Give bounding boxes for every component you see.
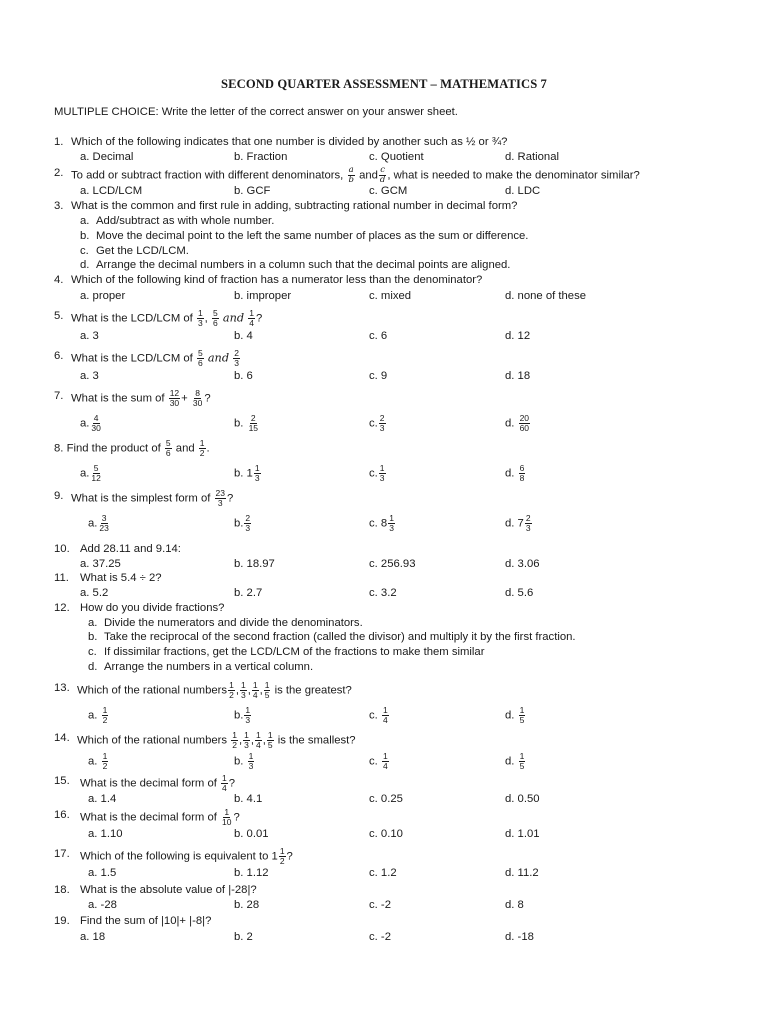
- choice-text: Divide the numerators and divide the denominators.: [104, 617, 363, 629]
- option-letter: a.: [88, 517, 98, 530]
- question-number: 10.: [54, 543, 70, 555]
- option-d: d. 0.50: [505, 793, 540, 805]
- question-number: 5.: [54, 310, 64, 322]
- option-b: [234, 706, 252, 725]
- numerator: 1: [224, 807, 230, 817]
- denominator: 4: [222, 783, 227, 793]
- denominator: b: [348, 175, 354, 185]
- option-c: c. -2: [369, 931, 391, 943]
- option-c: [369, 514, 396, 533]
- option-c: c. 256.93: [369, 558, 416, 570]
- denominator: 2: [102, 761, 108, 771]
- numerator: 1: [244, 730, 249, 740]
- option-a: a. 37.25: [80, 558, 121, 570]
- option-c: c. 6: [369, 330, 388, 342]
- numerator: 1: [389, 513, 394, 523]
- question-text: [71, 166, 640, 185]
- fraction-one-fifth: [519, 706, 526, 725]
- option-letter: c.: [369, 755, 378, 768]
- denominator: 2: [279, 856, 285, 866]
- option-a: a. proper: [80, 290, 126, 302]
- numerator: 5: [165, 438, 171, 448]
- question-number: 15.: [54, 775, 70, 787]
- option-letter: d.: [505, 709, 515, 722]
- question-text: What is the sum of $\frac{12}{30}$ + $\frac{8}{30}$ ?: [71, 388, 211, 408]
- fraction-one-half: [102, 706, 109, 725]
- denominator: 3: [245, 523, 251, 533]
- choice-letter: c.: [80, 245, 89, 257]
- option-letter: b.: [234, 517, 244, 530]
- denominator: 4: [382, 715, 388, 725]
- option-letter: d.: [505, 755, 515, 768]
- option-b: [234, 414, 260, 433]
- option-d: d. 18: [505, 370, 531, 382]
- numerator: 2: [525, 513, 531, 523]
- choice-b: [88, 630, 576, 645]
- numerator: a: [348, 165, 354, 175]
- question-text: What is 5.4 ÷ 2?: [80, 572, 162, 584]
- fraction-one-third: [243, 731, 250, 750]
- fraction-five-sixths: [197, 349, 204, 368]
- denominator: 4: [252, 690, 258, 700]
- option-c: c. 0.25: [369, 793, 403, 805]
- option-letter: b. 1: [234, 467, 253, 480]
- option-letter: b.: [234, 417, 244, 430]
- option-b: b. 2: [234, 931, 253, 943]
- option-a: [88, 514, 111, 533]
- choice-a: [80, 214, 274, 229]
- question-text: Which of the rational numbers $\frac{1}{2}$ , $\frac{1}{3}$ , $\frac{1}{4}$ , $\frac{1}{5}$ is the smallest?: [77, 730, 356, 750]
- denominator: 3: [254, 473, 260, 483]
- numerator: 5: [93, 463, 99, 473]
- option-d: d. LDC: [505, 185, 541, 197]
- question-text: What is the decimal form of $\frac{1}{10}$ ?: [80, 807, 240, 827]
- numerator: 1: [249, 308, 254, 318]
- option-b: [234, 464, 262, 483]
- option-a: [80, 414, 103, 433]
- option-d: d. 12: [505, 330, 531, 342]
- fraction-one-half: [199, 439, 206, 458]
- choice-letter: a.: [80, 215, 90, 227]
- option-a: a. 3: [80, 330, 99, 342]
- fraction-one-fourth: [221, 774, 228, 793]
- fraction-one-third: [244, 706, 251, 725]
- question-text-part: What is the simplest form of: [71, 492, 211, 505]
- numerator: 1: [255, 730, 261, 740]
- option-c: c. 3.2: [369, 587, 397, 599]
- denominator: 4: [255, 740, 261, 750]
- numerator: 1: [248, 751, 254, 761]
- option-d: d. none of these: [505, 290, 587, 302]
- question-number: 14.: [54, 732, 70, 744]
- numerator: 1: [222, 773, 227, 783]
- numerator: 2: [234, 348, 239, 358]
- option-b: b. 4.1: [234, 793, 263, 805]
- denominator: 3: [244, 740, 249, 750]
- option-letter: c. 8: [369, 517, 388, 530]
- fraction-one-tenth: [221, 808, 232, 827]
- numerator: 5: [212, 308, 218, 318]
- fraction-one-fourth: [248, 309, 255, 328]
- fraction-five-sixths: [165, 439, 172, 458]
- denominator: 2: [229, 690, 234, 700]
- fraction-one-third: [240, 681, 247, 700]
- option-letter: b.: [234, 709, 244, 722]
- denominator: 10: [222, 817, 232, 827]
- numerator: 1: [102, 705, 108, 715]
- option-a: [88, 752, 109, 771]
- numerator: 1: [519, 751, 525, 761]
- numerator: 1: [519, 705, 525, 715]
- denominator: 30: [169, 398, 180, 408]
- denominator: 5: [519, 761, 525, 771]
- option-c: c. mixed: [369, 290, 412, 302]
- denominator: 3: [217, 498, 223, 508]
- question-number: 11.: [54, 572, 69, 584]
- choice-a: [88, 616, 363, 631]
- question-number: 1.: [54, 136, 64, 148]
- choice-text: Add/subtract as with whole number.: [96, 215, 275, 227]
- fraction-8-30: [192, 389, 203, 408]
- question-text-part: What is the decimal form of: [80, 811, 217, 824]
- numerator: 23: [215, 488, 225, 498]
- denominator: 6: [197, 358, 203, 368]
- option-letter: a.: [88, 755, 98, 768]
- question-text: Add 28.11 and 9.14:: [80, 543, 181, 555]
- fraction-two-thirds: [379, 414, 386, 433]
- question-number: 9.: [54, 490, 64, 502]
- fraction-one-fifth: [519, 752, 526, 771]
- option-a: [88, 706, 109, 725]
- question-text: What is the LCD/LCM of $\frac{1}{3}$ , $\frac{5}{6}$ and $\frac{1}{4}$ ?: [71, 308, 263, 328]
- numerator: 1: [232, 730, 237, 740]
- denominator: 3: [234, 358, 239, 368]
- choice-letter: b.: [88, 631, 98, 643]
- option-d: d. 5.6: [505, 587, 534, 599]
- denominator: 3: [389, 523, 394, 533]
- numerator: 1: [245, 705, 251, 715]
- question-text: Which of the rational numbers $\frac{1}{2}$ , $\frac{1}{3}$ , $\frac{1}{4}$ , $\frac{1}{5}$ is the greatest?: [77, 680, 352, 700]
- fraction-one-fourth: [382, 752, 389, 771]
- numerator: 20: [519, 413, 530, 423]
- option-c: c. 1.2: [369, 867, 397, 879]
- fraction-one-fourth: [255, 731, 262, 750]
- denominator: 3: [248, 761, 254, 771]
- numerator: 4: [93, 413, 99, 423]
- option-a: a. 18: [80, 931, 106, 943]
- question-number: 12.: [54, 602, 70, 614]
- fraction-five-sixths: [212, 309, 219, 328]
- option-letter: d.: [505, 417, 515, 430]
- denominator: 15: [248, 423, 259, 433]
- fraction-6-8: [519, 464, 526, 483]
- option-a: a. 1.5: [88, 867, 117, 879]
- choice-letter: d.: [80, 259, 90, 271]
- option-d: d. Rational: [505, 151, 560, 163]
- option-d: [505, 752, 526, 771]
- question-text: What is the simplest form of $\frac{23}{3}$ ?: [71, 488, 234, 508]
- question-number: 17.: [54, 848, 70, 860]
- choice-text: If dissimilar fractions, get the LCD/LCM of the fractions to make them similar: [104, 646, 485, 658]
- fraction-a-over-b: [347, 166, 354, 185]
- numerator: 8: [195, 388, 200, 398]
- numerator: 1: [199, 438, 205, 448]
- option-c: [369, 752, 390, 771]
- option-d: d. 11.2: [505, 867, 539, 879]
- question-text: How do you divide fractions?: [80, 602, 225, 614]
- option-c: [369, 414, 387, 433]
- fraction-two-thirds: [525, 514, 532, 533]
- and-word: and: [207, 351, 230, 365]
- question-text: Which of the following indicates that one number is divided by another such as ½ or ¾?: [71, 136, 508, 148]
- question-text: Find the sum of |10|+ |-8|?: [80, 915, 212, 927]
- choice-d: [88, 660, 313, 675]
- option-letter: c.: [369, 709, 378, 722]
- question-text: What is the decimal form of $\frac{1}{4}$ ?: [80, 773, 236, 793]
- option-a: a. Decimal: [80, 151, 134, 163]
- fraction-3-23: [98, 514, 109, 533]
- numerator: 12: [169, 388, 180, 398]
- fraction-c-over-d: [379, 166, 386, 185]
- question-text-part: , what is needed to make the denominator similar?: [387, 169, 640, 182]
- option-a: a. 3: [80, 370, 99, 382]
- and-word: and: [175, 442, 195, 455]
- fraction-20-60: [519, 414, 530, 433]
- option-a: [80, 464, 103, 483]
- numerator: 6: [519, 463, 525, 473]
- choice-letter: d.: [88, 661, 98, 673]
- fraction-one-third: [379, 464, 386, 483]
- denominator: 3: [379, 473, 385, 483]
- option-b: b. 1.12: [234, 867, 269, 879]
- option-b: [234, 514, 252, 533]
- numerator: 1: [102, 751, 108, 761]
- denominator: 23: [99, 523, 109, 533]
- option-d: [505, 414, 531, 433]
- denominator: 4: [249, 318, 254, 328]
- option-d: d. 3.06: [505, 558, 540, 570]
- numerator: 2: [245, 513, 251, 523]
- option-b: b. Fraction: [234, 151, 288, 163]
- and-word: and: [359, 169, 378, 182]
- question-text-part: What is the LCD/LCM of: [71, 352, 193, 365]
- numerator: 2: [379, 413, 385, 423]
- option-b: b. GCF: [234, 185, 271, 197]
- question-text: 8. Find the product of $\frac{5}{6}$ and $\frac{1}{2}$ .: [54, 438, 210, 458]
- option-d: [505, 706, 526, 725]
- question-text: Which of the following is equivalent to 1 $\frac{1}{2}$ ?: [80, 846, 293, 866]
- option-d: d. 8: [505, 899, 524, 911]
- question-text-part: What is the sum of: [71, 392, 165, 405]
- numerator: 1: [279, 846, 285, 856]
- question-text: [71, 349, 241, 368]
- choice-d: [80, 258, 510, 273]
- question-text-part: To add or subtract fraction with different denominators,: [71, 169, 344, 182]
- option-a: a. 1.10: [88, 828, 123, 840]
- option-b: [234, 752, 255, 771]
- numerator: 1: [264, 680, 270, 690]
- choice-text: Arrange the decimal numbers in a column such that the decimal points are aligned.: [96, 259, 511, 271]
- denominator: 3: [245, 715, 251, 725]
- option-c: c. Quotient: [369, 151, 424, 163]
- option-c: c. 0.10: [369, 828, 403, 840]
- fraction-4-30: [90, 414, 101, 433]
- denominator: 12: [91, 473, 101, 483]
- option-b: b. 4: [234, 330, 253, 342]
- question-number: 13.: [54, 682, 70, 694]
- option-d: d. -18: [505, 931, 534, 943]
- denominator: 3: [525, 523, 531, 533]
- question-text-part: Find the product of: [66, 442, 161, 455]
- numerator: 1: [229, 680, 234, 690]
- choice-letter: a.: [88, 617, 98, 629]
- option-a: a. -28: [88, 899, 117, 911]
- option-c: c. 9: [369, 370, 388, 382]
- option-letter: a.: [80, 417, 90, 430]
- question-number: 3.: [54, 200, 64, 212]
- question-text: What is the common and first rule in adding, subtracting rational number in decimal form?: [71, 200, 518, 212]
- option-a: a. 5.2: [80, 587, 109, 599]
- numerator: 3: [101, 513, 107, 523]
- numerator: 1: [197, 308, 203, 318]
- option-letter: d.: [505, 467, 515, 480]
- denominator: 3: [379, 423, 385, 433]
- fraction-2-15: [248, 414, 259, 433]
- option-c: [369, 706, 390, 725]
- fraction-one-fifth: [267, 731, 274, 750]
- choice-letter: b.: [80, 230, 90, 242]
- denominator: 2: [232, 740, 237, 750]
- fraction-one-third: [248, 752, 255, 771]
- option-b: b. 6: [234, 370, 253, 382]
- option-letter: b.: [234, 755, 244, 768]
- option-b: b. 0.01: [234, 828, 269, 840]
- numerator: 5: [197, 348, 203, 358]
- question-text-part: What is the LCD/LCM of: [71, 312, 193, 325]
- option-a: a. 1.4: [88, 793, 117, 805]
- numerator: 1: [379, 463, 385, 473]
- fraction-one-fourth: [252, 681, 259, 700]
- choice-text: Get the LCD/LCM.: [96, 245, 189, 257]
- denominator: 4: [382, 761, 388, 771]
- fraction-5-12: [90, 464, 101, 483]
- numerator: 1: [240, 680, 246, 690]
- fraction-one-half: [231, 731, 238, 750]
- question-text-part: What is the decimal form of: [80, 777, 217, 790]
- option-b: b. improper: [234, 290, 292, 302]
- question-number: 16.: [54, 809, 70, 821]
- question-number: 7.: [54, 390, 64, 402]
- option-d: d. 1.01: [505, 828, 540, 840]
- denominator: 60: [519, 423, 530, 433]
- question-number: 8.: [54, 442, 64, 455]
- denominator: 5: [519, 715, 525, 725]
- fraction-one-half: [228, 681, 235, 700]
- denominator: 6: [212, 318, 218, 328]
- denominator: 5: [264, 690, 270, 700]
- fraction-one-half: [102, 752, 109, 771]
- question-text-part: Which of the rational numbers: [77, 684, 228, 697]
- choice-c: [88, 645, 484, 660]
- option-c: c. -2: [369, 899, 391, 911]
- denominator: d: [379, 175, 386, 185]
- denominator: 6: [165, 448, 171, 458]
- option-b: b. 2.7: [234, 587, 263, 599]
- option-c: [369, 464, 387, 483]
- option-a: a. LCD/LCM: [80, 185, 143, 197]
- denominator: 2: [102, 715, 108, 725]
- choice-text: Move the decimal point to the left the same number of places as the sum or difference.: [96, 230, 529, 242]
- page-title: SECOND QUARTER ASSESSMENT – MATHEMATICS 7: [221, 77, 547, 91]
- denominator: 2: [199, 448, 205, 458]
- numerator: c: [380, 165, 386, 175]
- option-d: [505, 514, 533, 533]
- option-b: b. 18.97: [234, 558, 275, 570]
- numerator: 2: [250, 413, 256, 423]
- fraction-two-thirds: [244, 514, 251, 533]
- question-number: 4.: [54, 274, 64, 286]
- option-c: c. GCM: [369, 185, 408, 197]
- fraction-two-thirds: [233, 349, 240, 368]
- question-text: Which of the following kind of fraction has a numerator less than the denominator?: [71, 274, 483, 286]
- question-text: What is the absolute value of |-28|?: [80, 884, 257, 896]
- option-letter: a.: [80, 467, 90, 480]
- denominator: 5: [267, 740, 273, 750]
- option-letter: a.: [88, 709, 98, 722]
- numerator: 1: [382, 751, 388, 761]
- fraction-one-third: [197, 309, 204, 328]
- denominator: 30: [91, 423, 101, 433]
- denominator: 30: [192, 398, 203, 408]
- denominator: 8: [519, 473, 525, 483]
- question-text-part: is the smallest?: [277, 734, 356, 747]
- numerator: 1: [254, 463, 260, 473]
- option-letter: d. 7: [505, 517, 524, 530]
- numerator: 1: [382, 705, 388, 715]
- denominator: 3: [197, 318, 203, 328]
- question-number: 19.: [54, 915, 70, 927]
- denominator: 3: [240, 690, 246, 700]
- fraction-12-30: [169, 389, 180, 408]
- choice-text: Arrange the numbers in a vertical column.: [104, 661, 314, 673]
- numerator: 1: [267, 730, 273, 740]
- fraction-one-half: [279, 847, 286, 866]
- question-text-part: is the greatest?: [274, 684, 352, 697]
- question-number: 2.: [54, 167, 64, 179]
- question-text-part: Which of the rational numbers: [77, 734, 228, 747]
- and-word: and: [222, 311, 245, 325]
- fraction-one-third: [388, 514, 395, 533]
- question-text-part: Which of the following is equivalent to 1: [80, 850, 278, 863]
- option-d: [505, 464, 526, 483]
- numerator: 1: [252, 680, 258, 690]
- instructions: MULTIPLE CHOICE: Write the letter of the correct answer on your answer sheet.: [54, 106, 458, 118]
- choice-c: [80, 244, 189, 259]
- fraction-one-fifth: [264, 681, 271, 700]
- question-number: 6.: [54, 350, 64, 362]
- fraction-one-third: [254, 464, 261, 483]
- choice-text: Take the reciprocal of the second fraction (called the divisor) and multiply it by the first fraction.: [104, 631, 576, 643]
- choice-letter: c.: [88, 646, 97, 658]
- option-letter: c.: [369, 467, 378, 480]
- option-b: b. 28: [234, 899, 260, 911]
- fraction-23-3: [215, 489, 226, 508]
- fraction-one-fourth: [382, 706, 389, 725]
- choice-b: [80, 229, 528, 244]
- question-number: 18.: [54, 884, 70, 896]
- option-letter: c.: [369, 417, 378, 430]
